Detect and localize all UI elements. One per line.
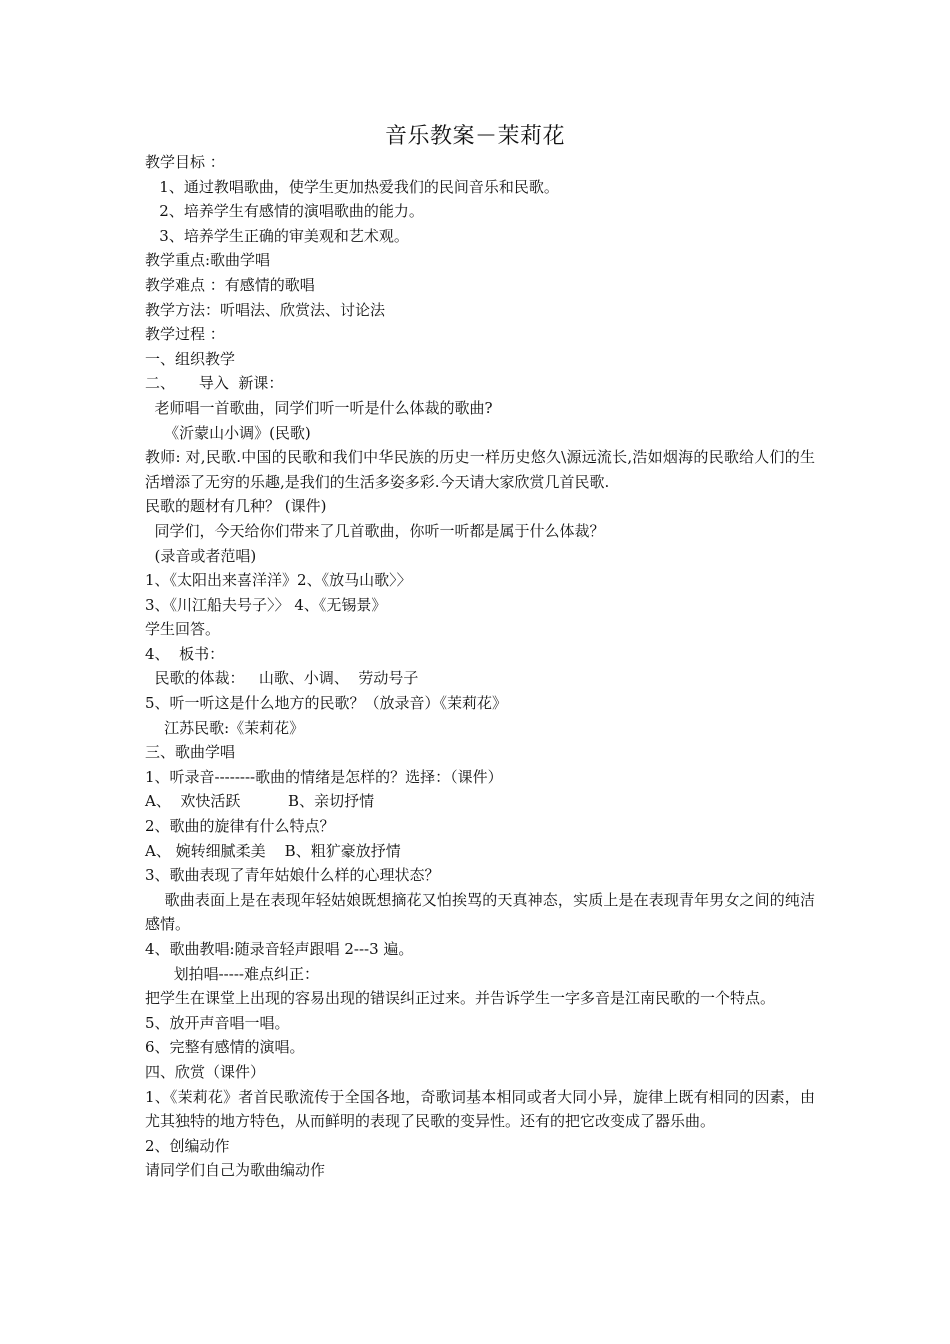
document-body <box>145 150 815 1183</box>
explanation-paragraph: 歌曲表面上是在表现年轻姑娘既想摘花又怕挨骂的天真神态，实质上是在表现青年男女之间的纯洁感情。 <box>145 890 815 934</box>
question-line: 3、歌曲表现了青年姑娘什么样的心理状态？ <box>145 866 440 885</box>
appreciation-paragraph: 1、《茉莉花》者首民歌流传于全国各地，奇歌词基本相同或者大同小异，旋律上既有相同的因素，由尤其独特的地方特色，从而鲜明的表现了民歌的变异性。还有的把它改变成了器乐曲。 <box>145 1087 815 1131</box>
section-heading-objectives: 教学目标 ： <box>145 153 225 171</box>
process-step-heading: 一、组织教学 <box>145 349 236 368</box>
paragraph-line: (录音或者范唱) <box>145 546 257 565</box>
process-step-heading: 三、歌曲学唱 <box>145 743 236 762</box>
paragraph-line: 学生回答。 <box>145 620 221 639</box>
document-title: 音乐教案－茉莉花 <box>384 124 565 149</box>
correction-paragraph: 把学生在课堂上出现的容易出现的错误纠正过来。并告诉学生一字多音是江南民歌的一个特点。 <box>145 989 776 1008</box>
teacher-paragraph: 教师: 对,民歌.中国的民歌和我们中华民族的历史一样历史悠久\源远流长,浩如烟海的民歌给人们的生活增添了无穷的乐趣,是我们的生活多姿多彩.今天请大家欣赏几首民歌. <box>145 448 815 491</box>
answer-options: A、 婉转细腻柔美 B、粗犷豪放抒情 <box>145 841 401 860</box>
paragraph-line: 请同学们自己为歌曲编动作 <box>145 1161 326 1180</box>
paragraph-line: 5、听一听这是什么地方的民歌？（放录音）《茉莉花》 <box>145 694 508 713</box>
objective-item: 1、通过教唱歌曲，使学生更加热爱我们的民间音乐和民歌。 <box>145 177 559 196</box>
section-heading-process: 教学过程 ： <box>145 325 225 344</box>
paragraph-line: 4、歌曲教唱:随录音轻声跟唱 2---3 遍。 <box>145 940 414 958</box>
answer-options: A、 欢快活跃 B、亲切抒情 <box>145 792 375 811</box>
paragraph-line: 5、放开声音唱一唱。 <box>145 1013 290 1032</box>
question-line: 1、听录音--------歌曲的情绪是怎样的？选择：（课件） <box>145 767 503 786</box>
paragraph-line: 4、 板书： <box>145 644 225 663</box>
paragraph-line: 民歌的体裁： 山歌、小调、 劳动号子 <box>145 669 419 688</box>
teaching-methods: 教学方法：听唱法、欣赏法、讨论法 <box>145 300 386 319</box>
paragraph-line: 划拍唱-----难点纠正： <box>145 964 319 983</box>
difficult-point: 教学难点 ：有感情的歌唱 <box>145 275 315 294</box>
objective-item: 2、培养学生有感情的演唱歌曲的能力。 <box>145 202 424 221</box>
question-line: 2、歌曲的旋律有什么特点？ <box>145 817 335 836</box>
process-step-heading: 四、欣赏（课件） <box>145 1062 266 1081</box>
paragraph-line: 民歌的题材有几种？ (课件) <box>145 497 327 516</box>
song-list-line: 1、《太阳出来喜洋洋》2、《放马山歌〉〉 <box>145 571 412 590</box>
paragraph-line: 江苏民歌:《茉莉花》 <box>145 718 305 737</box>
song-list-line: 3、《川江船夫号子〉〉 4、《无锡景》 <box>145 595 387 614</box>
paragraph-line: 老师唱一首歌曲，同学们听一听是什么体裁的歌曲? <box>145 398 493 417</box>
paragraph-line: 同学们，今天给你们带来了几首歌曲，你听一听都是属于什么体裁？ <box>145 521 605 540</box>
paragraph-line: 2、创编动作 <box>145 1136 230 1155</box>
paragraph-line: 《沂蒙山小调》(民歌) <box>145 423 311 442</box>
objective-item: 3、培养学生正确的审美观和艺术观。 <box>145 226 409 245</box>
process-step-heading: 二、 导入 新课： <box>145 374 284 393</box>
key-point: 教学重点:歌曲学唱 <box>145 251 271 270</box>
paragraph-line: 6、完整有感情的演唱。 <box>145 1038 305 1057</box>
